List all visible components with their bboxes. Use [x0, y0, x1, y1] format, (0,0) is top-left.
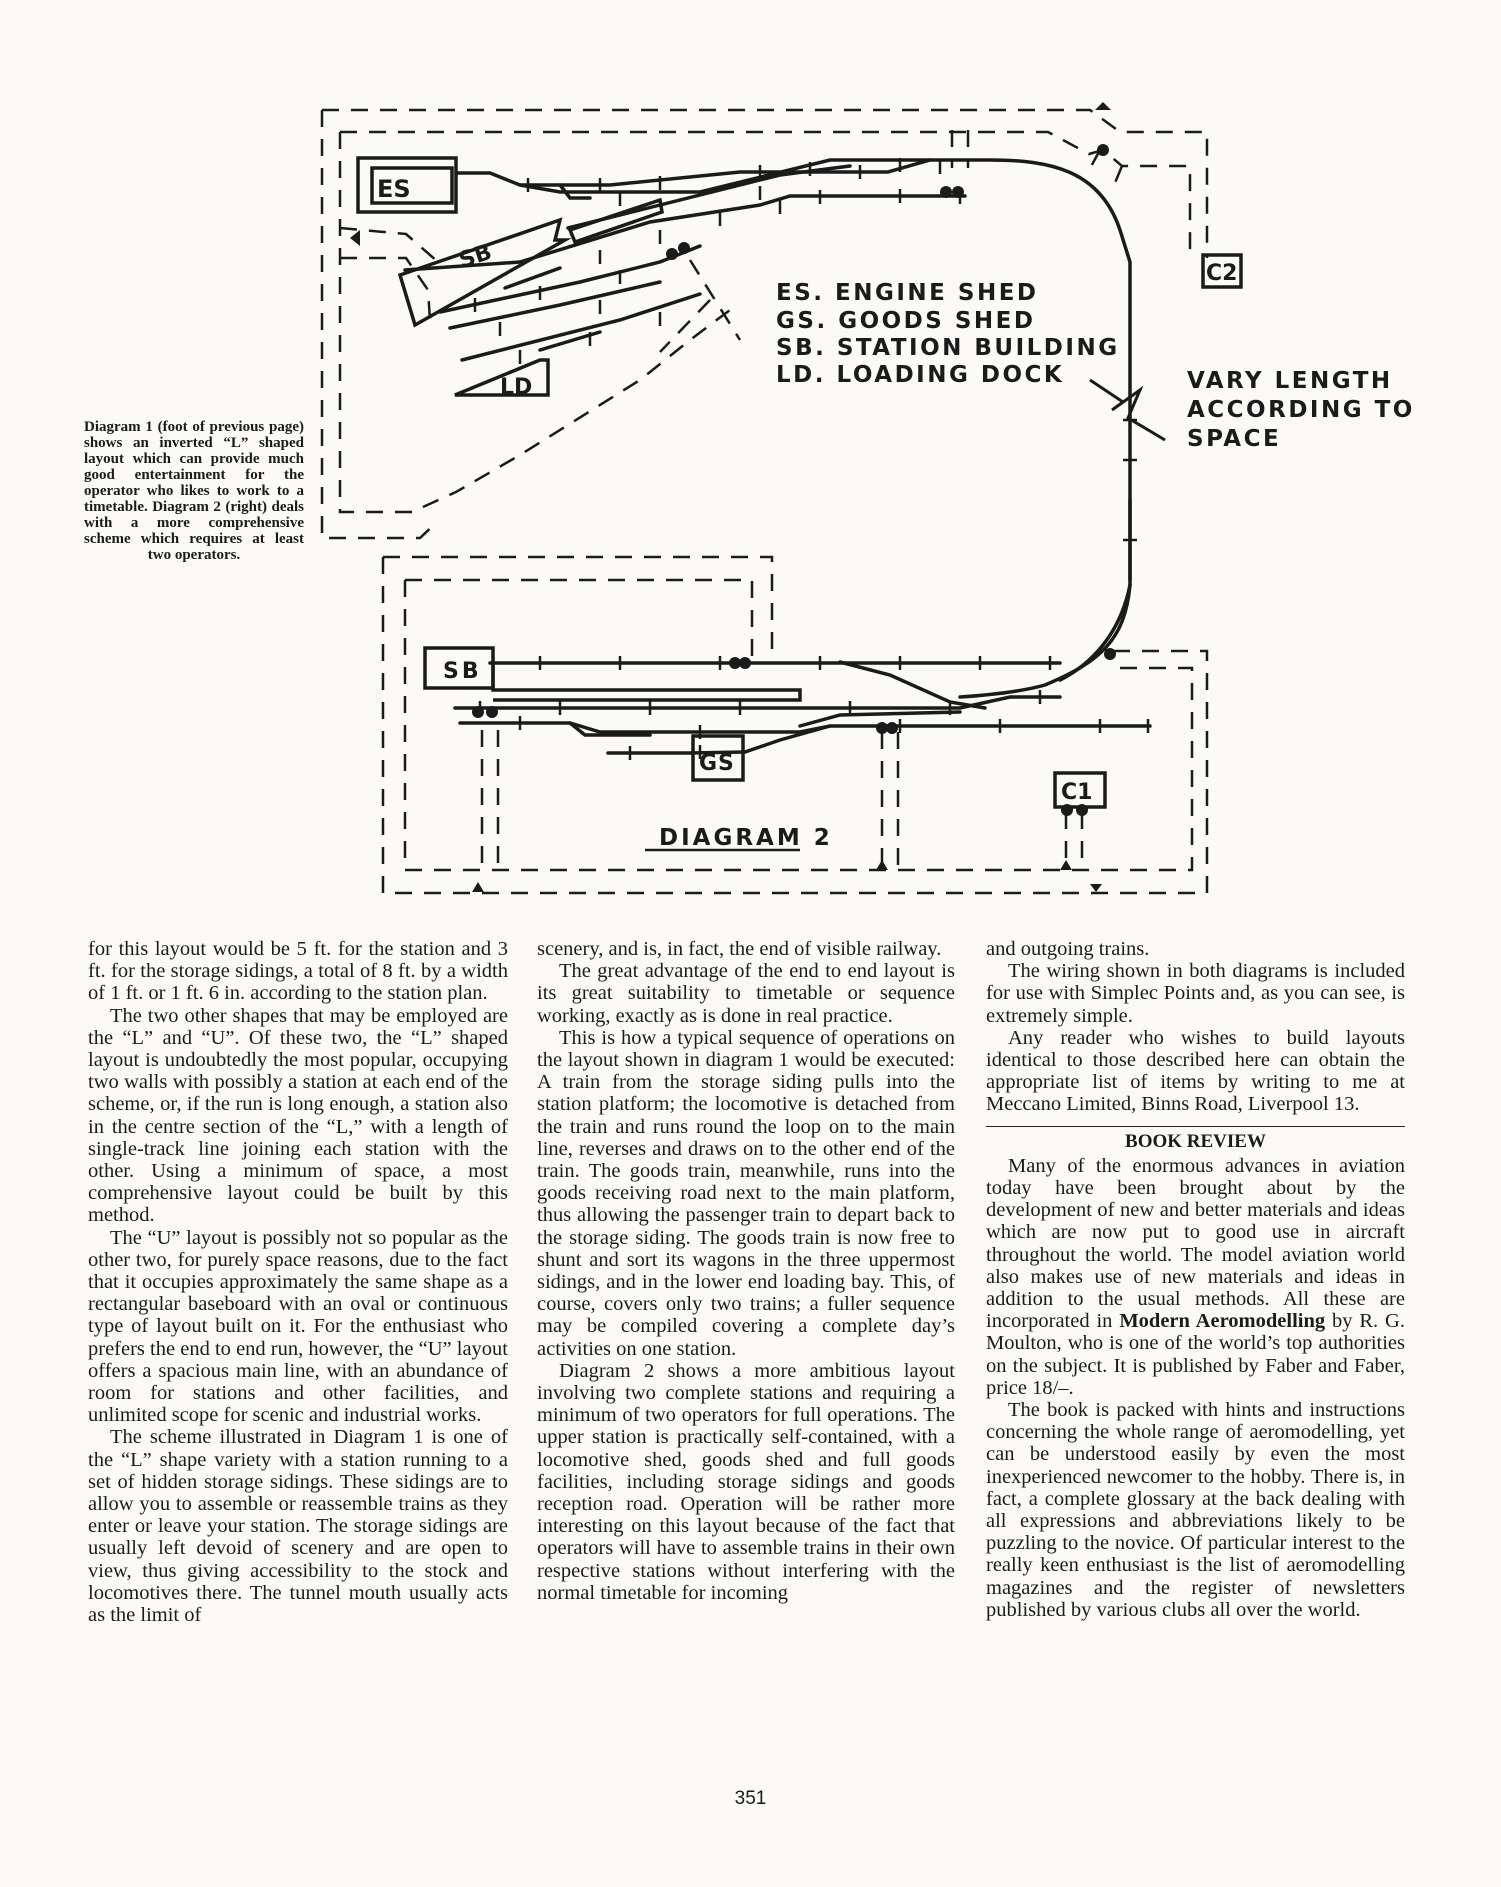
- c1-label: C1: [1061, 780, 1093, 805]
- paragraph: Any reader who wishes to build layouts identical to those described here can obtain the appropriate list of items by writing to me at Meccano Limited, Binns Road, Liverpool 13.: [986, 1026, 1405, 1116]
- paragraph: The “U” layout is possibly not so popular as the other two, for purely space reasons, due to the fact that it occupies approximately the same shape as a rectangular baseboard with an oval or continuous type of layout built on it. For the enthusiast who prefers the end to end run, however, the “U” layout offers a spacious main line, with an abundance of room for stations and other facilities, and unlimited scope for scenic and industrial works.: [88, 1226, 508, 1427]
- c2-label: C2: [1206, 261, 1238, 286]
- track-break-mark: [1090, 380, 1165, 440]
- ld-label: LD: [500, 375, 533, 400]
- diagram-caption: Diagram 1 (foot of previous page) shows an inverted “L” shaped layout which can provide much good entertainment for the operator who likes to work to a timetable. Diagram 2 (right) deals with a more comprehensive scheme which requires at least two operators.: [84, 419, 304, 563]
- paragraph: scenery, and is, in fact, the end of visible railway.: [537, 938, 942, 960]
- book-title: Modern Aeromodelling: [1119, 1310, 1326, 1333]
- vary-line-3: SPACE: [1187, 426, 1282, 452]
- sb-upper-label: SB: [456, 239, 495, 274]
- key-line-1: ES. ENGINE SHED: [776, 280, 1039, 306]
- paragraph: The wiring shown in both diagrams is included for use with Simplec Points and, as you can see, is extremely simple.: [986, 960, 1405, 1027]
- es-label: ES: [377, 175, 411, 203]
- review-paragraph: The book is packed with hints and instructions concerning the whole range of aeromodelling, yet can be understood easily by even the most inexperienced newcomer to the hobby. There is, in fact, a complete glossary at the back dealing with all expressions and abbreviations likely to be puzzling to the novice. Of particular interest to the really keen enthusiast is the list of aeromodelling magazines and the register of newsletters published by various clubs all over the world.: [986, 1399, 1405, 1621]
- track-lower-station: [455, 500, 1150, 753]
- text-column-3: [986, 938, 1405, 1621]
- review-divider: [986, 1126, 1405, 1127]
- sb-lower-label: SB: [443, 659, 482, 684]
- paragraph: This is how a typical sequence of operations on the layout shown in diagram 1 would be executed: A train from the storage siding pulls into the station platform; the locomotive is detached from the train and runs round the loop on to the main line, reverses and draws on to the other end of the train. The goods train, meanwhile, runs into the goods receiving road next to the main platform, thus allowing the passenger train to depart back to the storage siding. The goods train is now free to shunt and sort its wagons in the three uppermost sidings, and in the lower end loading bay. This, of course, covers only two trains; a fuller sequence may be compiled covering a complete day’s activities on one station.: [537, 1026, 955, 1360]
- key-line-2: GS. GOODS SHED: [776, 308, 1036, 334]
- paragraph: The scheme illustrated in Diagram 1 is one of the “L” shape variety with a station running to a set of hidden storage sidings. These sidings are to allow you to assemble or reassemble trains as they enter or leave your station. The storage sidings are usually left devoid of scenery and are open to view, thus giving accessibility to the stock and locomotives there. The tunnel mouth usually acts as the limit of: [88, 1426, 508, 1627]
- diagram-title: DIAGRAM 2: [659, 825, 833, 851]
- station-building-upper-box: [400, 200, 662, 325]
- paragraph: The great advantage of the end to end layout is its great suitability to timetable or sequence working, exactly as is done in real practice.: [537, 960, 955, 1027]
- paragraph: The two other shapes that may be employed are the “L” and “U”. Of these two, the “L” shaped layout is undoubtedly the most popular, occupying two walls with possibly a station at each end of the scheme, or, if the run is long enough, a station also in the centre section of the “L,” with a length of single-track line joining each station with the other. Using a minimum of space, a most comprehensive layout could be built by this method.: [88, 1004, 508, 1227]
- vary-line-1: VARY LENGTH: [1187, 368, 1393, 394]
- text-column-2: [537, 938, 955, 1604]
- key-line-3: SB. STATION BUILDING: [776, 335, 1120, 361]
- paragraph: Diagram 2 shows a more ambitious layout involving two complete stations and requiring a minimum of two operators for full operations. The upper station is practically self-contained, with a locomotive shed, goods shed and full goods facilities, including storage sidings and goods reception road. Operation will be rather more interesting on this layout because of the fact that operators will have to assemble trains in their own respective stations without interfering with the normal timetable for incoming: [537, 1359, 955, 1604]
- paragraph: for this layout would be 5 ft. for the station and 3 ft. for the storage sidings, a total of 8 ft. by a width of 1 ft. or 1 ft. 6 in. according to the station plan.: [88, 938, 508, 1005]
- page-number: 351: [734, 1788, 767, 1809]
- paragraph: and outgoing trains.: [986, 938, 1150, 960]
- review-text: Many of the enormous advances in aviation today have been brought about by the development of new and better materials and ideas which are now put to good use in aircraft throughout the world. The model aviation world also makes use of new materials and ideas in addition to the usual methods. All these are incorporated in: [986, 1154, 1405, 1333]
- review-text: by R. G. Moulton, who is one of the world’s top authorities on the subject. It is published by Faber and Faber, price 18/–.: [986, 1310, 1405, 1399]
- book-review-heading: BOOK REVIEW: [1125, 1130, 1266, 1152]
- text-column-1: [88, 938, 508, 1626]
- vary-line-2: ACCORDING TO: [1187, 397, 1415, 423]
- review-paragraph: [986, 1155, 1405, 1399]
- key-line-4: LD. LOADING DOCK: [776, 362, 1065, 388]
- gs-label: GS: [699, 751, 735, 776]
- track-ticks: [475, 158, 1148, 760]
